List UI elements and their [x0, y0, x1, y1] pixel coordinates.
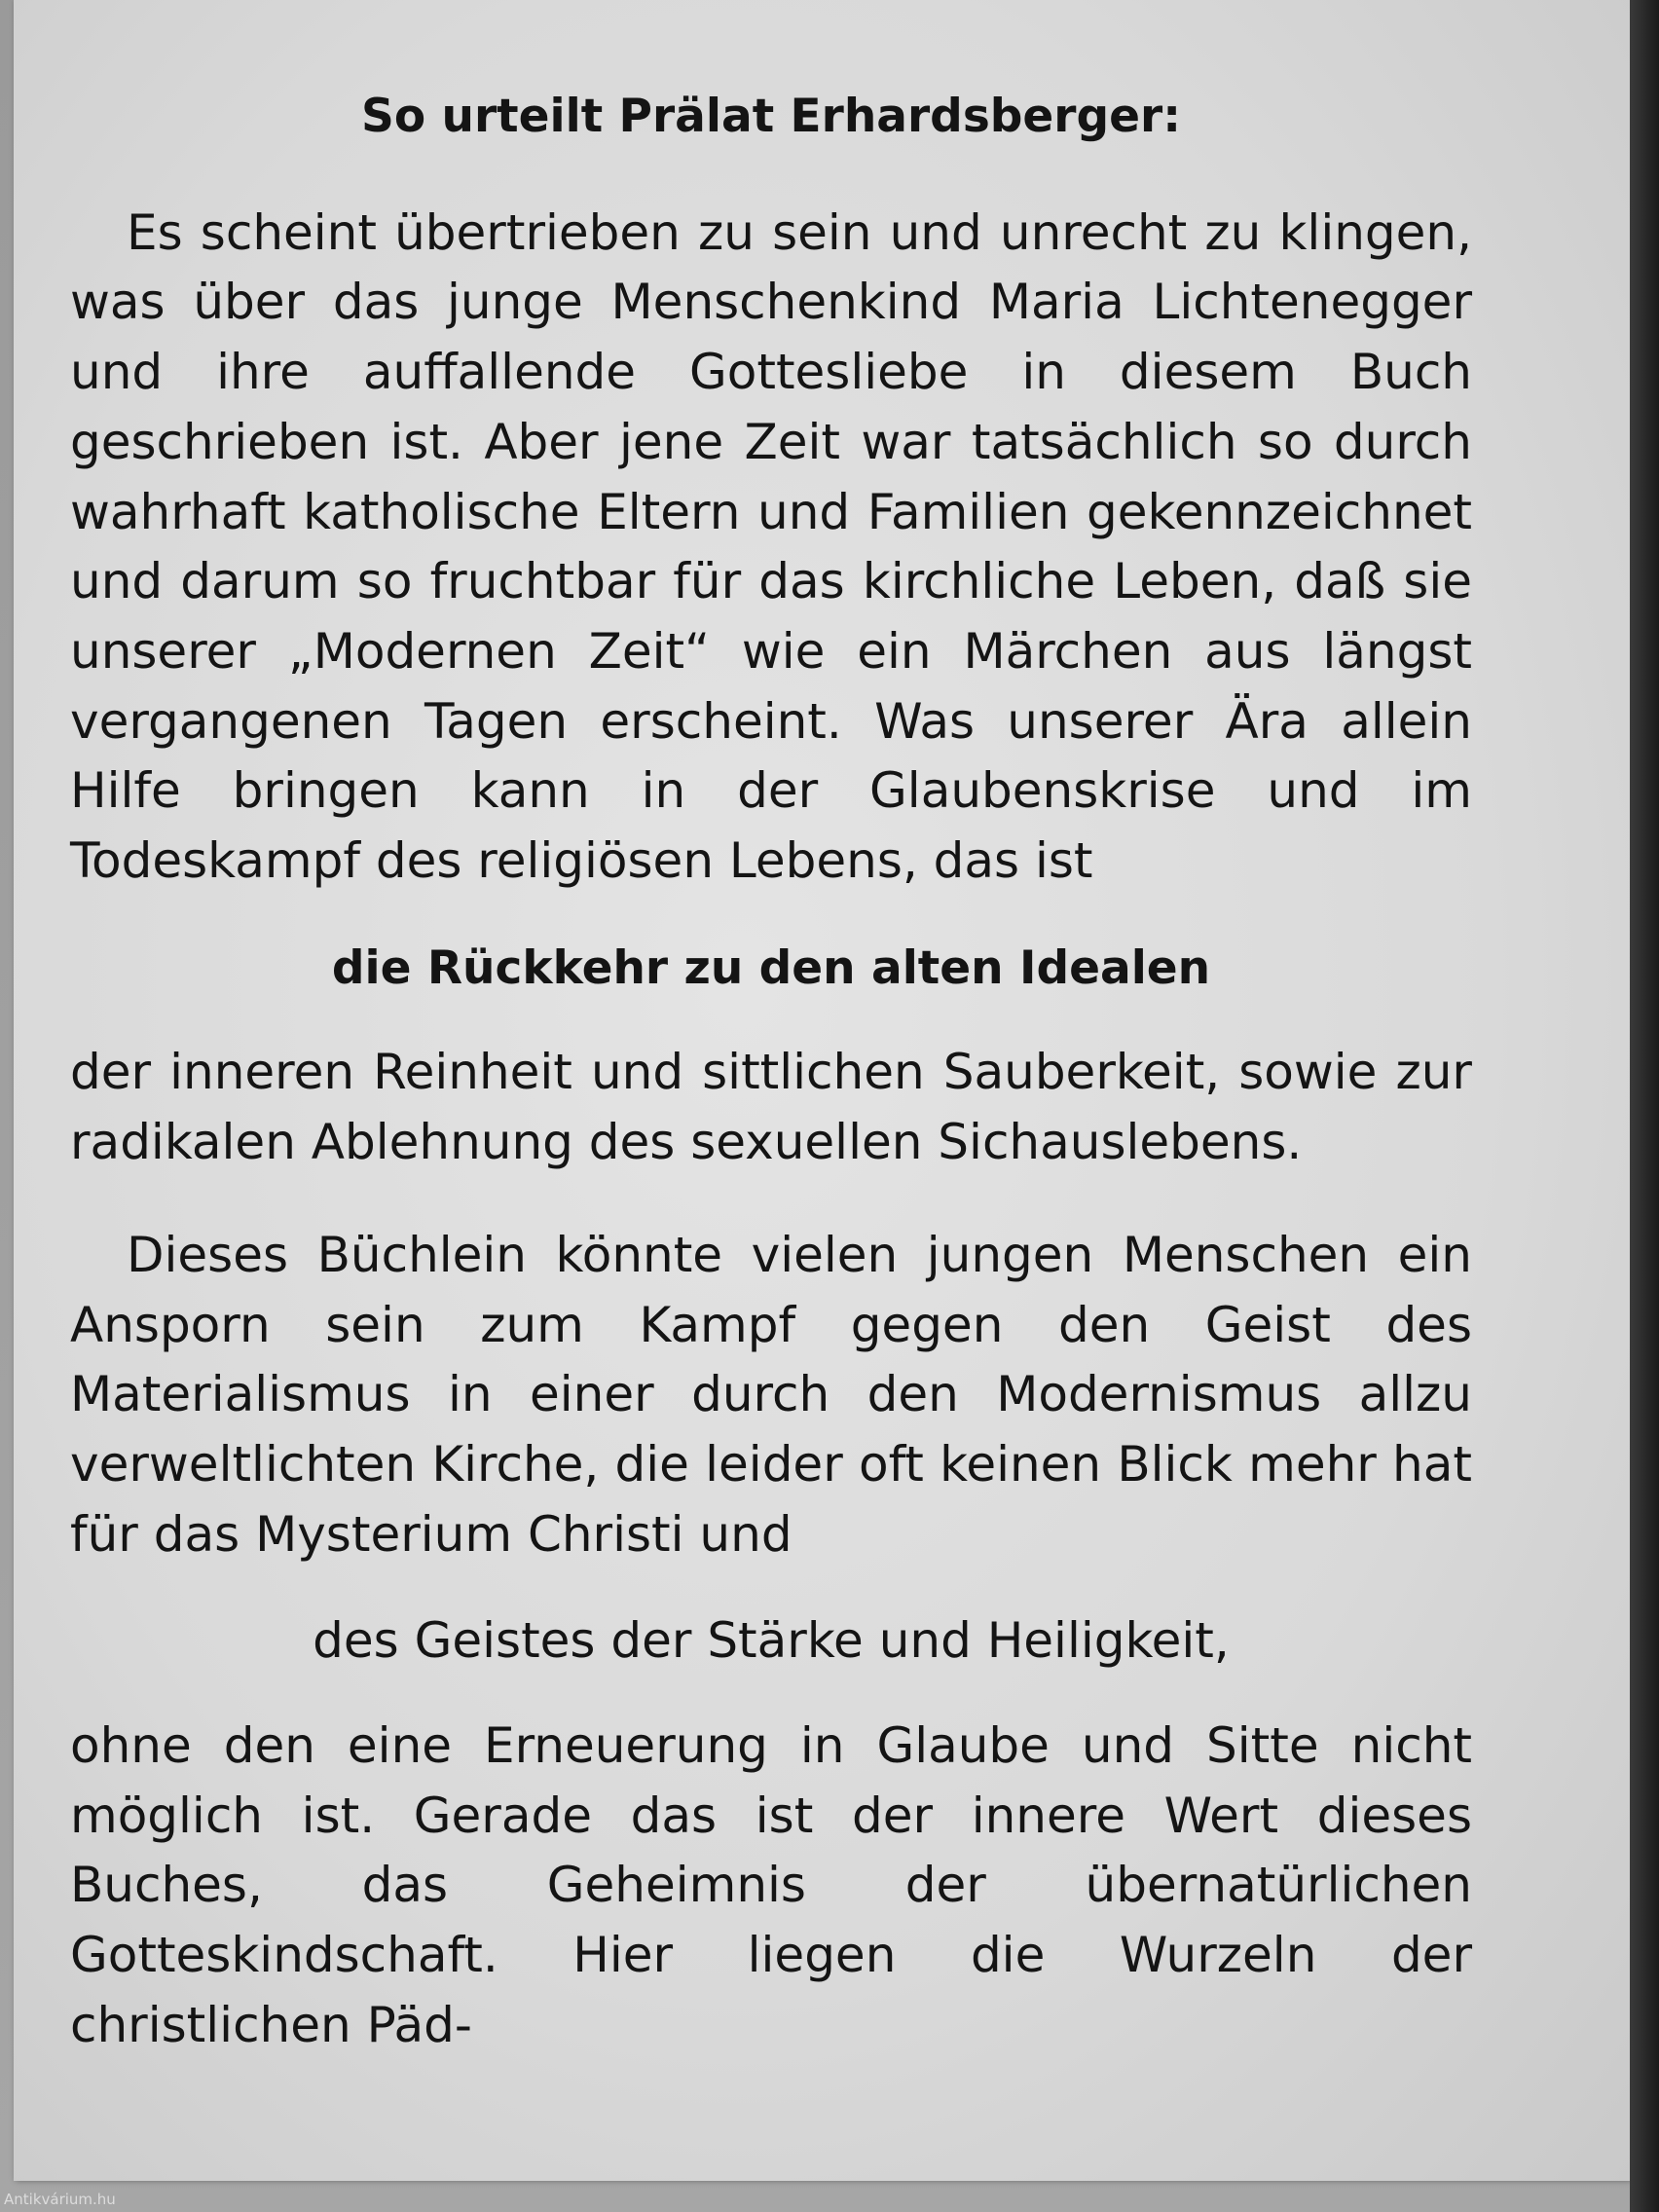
- watermark: Antikvárium.hu: [4, 2191, 116, 2208]
- paragraph-gap: [70, 1178, 1472, 1221]
- centered-line: des Geistes der Stärke und Heiligkeit,: [313, 1612, 1230, 1670]
- paragraph-1: Es scheint übertrieben zu sein und unrecht zu klingen, was über das junge Menschenkind Maria Lichtenegger und ihre auffallende Gottesliebe in diesem Buch geschrieben ist. Aber jene Zeit war tatsächlich so durch wahrhaft katholische Eltern und Familien gekennzeichnet und darum so fruchtbar für das kirchliche Leben, daß sie unserer „Modernen Zeit“ wie ein Märchen aus längst vergangenen Tagen erscheint. Was unserer Ära allein Hilfe bringen kann in der Glaubenskrise und im Todeskampf des religiösen Lebens, das ist: [70, 203, 1472, 890]
- book-page: [14, 0, 1630, 2181]
- paragraph-3: Dieses Büchlein könnte vielen jungen Menschen ein Ansporn sein zum Kampf gegen den Geist des Materialismus in einer durch den Modernismus allzu verweltlichten Kirche, die leider oft keinen Blick mehr hat für das Mysterium Christi und: [70, 1226, 1472, 1563]
- page-heading: So urteilt Prälat Erhardsberger:: [361, 90, 1181, 143]
- subheading: die Rückkehr zu den alten Idealen: [331, 940, 1211, 995]
- page-text: [70, 82, 1472, 2061]
- paragraph-4: ohne den eine Erneuerung in Glaube und Sitte nicht möglich ist. Gerade das ist der innere Wert dieses Buches, das Geheimnis der übernatürlichen Gotteskindschaft. Hier liegen die Wurzeln der christlichen Päd-: [70, 1717, 1472, 2053]
- paragraph-2: der inneren Reinheit und sittlichen Sauberkeit, sowie zur radikalen Ablehnung des sexuellen Sichauslebens.: [70, 1044, 1472, 1171]
- book-spine-shadow: [1630, 0, 1659, 2212]
